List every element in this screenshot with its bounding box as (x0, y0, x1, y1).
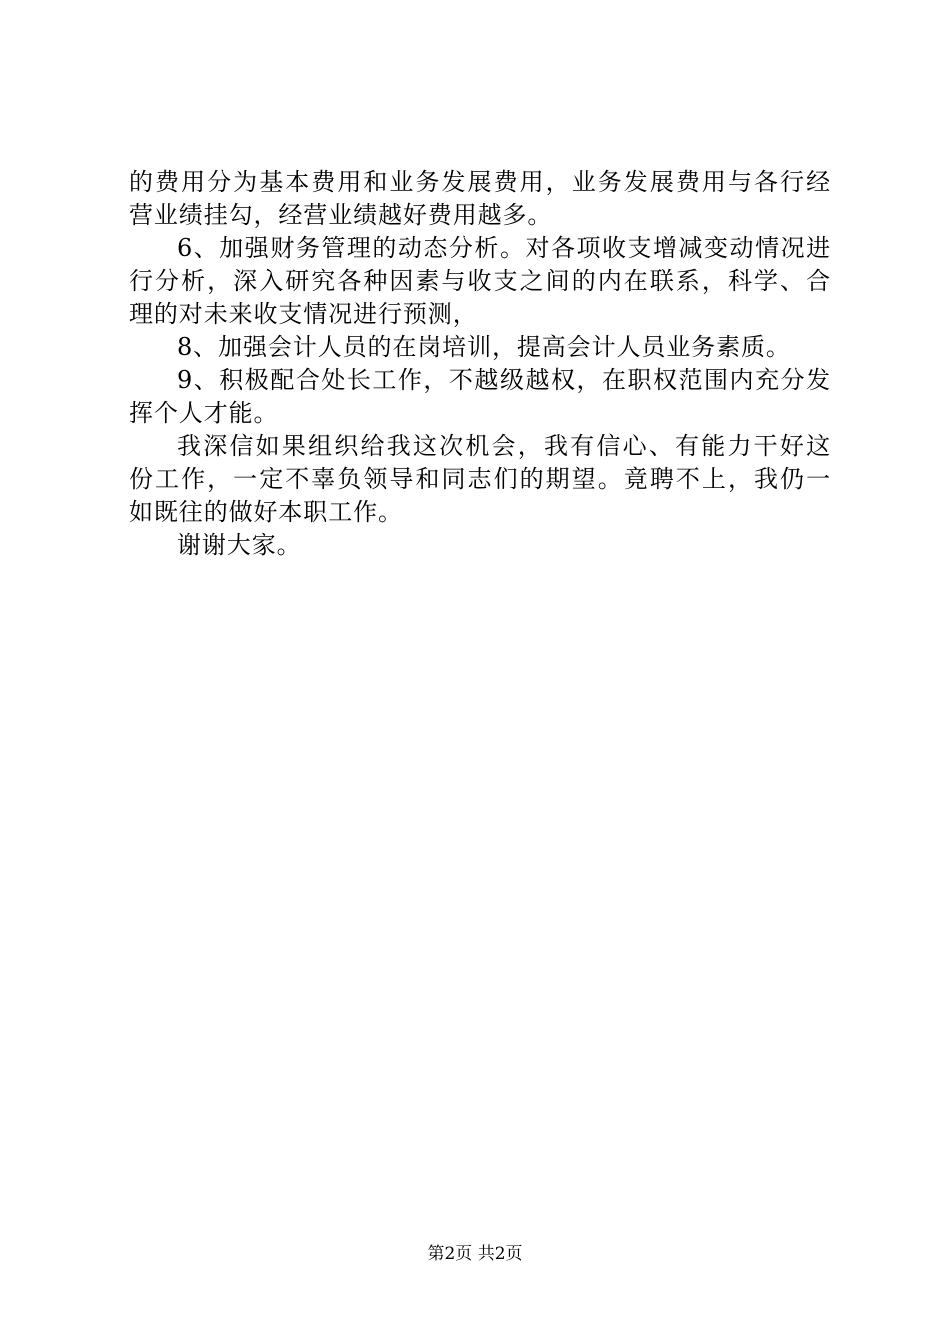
text-line: 8、加强会计人员的在岗培训，提高会计人员业务素质。 (177, 333, 791, 361)
text-line: 份工作，一定不辜负领导和同志们的期望。竟聘不上，我仍一 (129, 465, 831, 493)
text-line: 谢谢大家。 (177, 531, 302, 559)
text-line: 6、加强财务管理的动态分析。对各项收支增减变动情况进 (177, 234, 831, 262)
document-body (129, 166, 831, 562)
page-footer: 第2页 共2页 (427, 1244, 523, 1264)
text-line: 的费用分为基本费用和业务发展费用，业务发展费用与各行经 (129, 168, 831, 196)
text-line: 行分析，深入研究各种因素与收支之间的内在联系，科学、合 (129, 267, 831, 295)
text-line: 9、积极配合处长工作，不越级越权，在职权范围内充分发 (177, 366, 831, 394)
text-line: 我深信如果组织给我这次机会，我有信心、有能力干好这 (177, 432, 831, 460)
text-line: 挥个人才能。 (129, 399, 279, 427)
text-line: 营业绩挂勾，经营业绩越好费用越多。 (129, 201, 553, 229)
text-line: 如既往的做好本职工作。 (129, 498, 403, 526)
text-line: 理的对未来收支情况进行预测， (129, 300, 478, 328)
